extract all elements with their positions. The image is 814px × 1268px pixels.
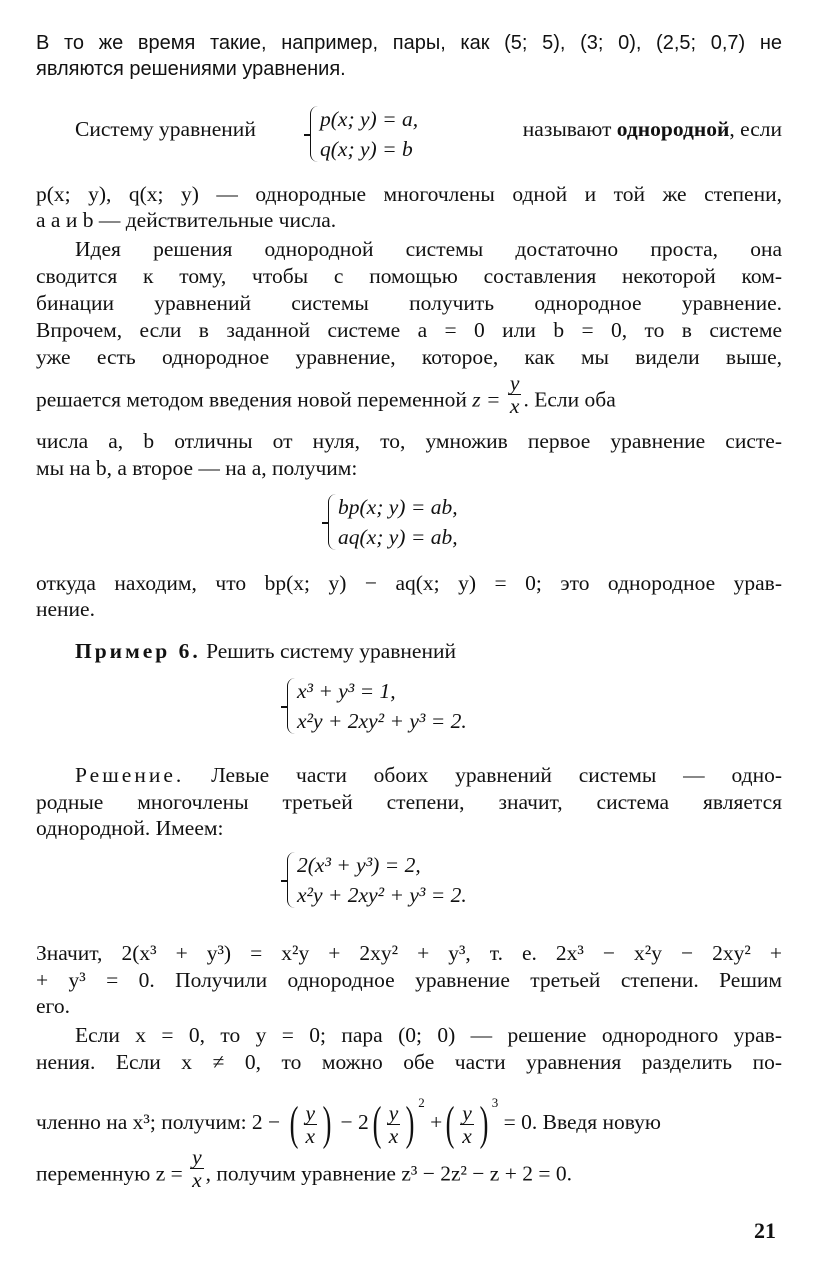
therefore-line-3: его. (36, 994, 70, 1018)
example-heading (75, 638, 782, 664)
idea-line-2: сводится к тому, чтобы с помощью составления некоторой ком- (36, 264, 782, 288)
definition-intro: Систему уравнений (75, 117, 256, 141)
solution-text-1: Левые части обоих уравнений системы — одно- (211, 763, 782, 787)
therefore-line-2: + y³ = 0. Получили однородное уравнение третьей степени. Решим (36, 968, 782, 992)
idea-line-8: мы на b, а второе — на a, получим: (36, 456, 358, 480)
fraction-3 (460, 1102, 474, 1147)
definition-line-4: а a и b — действительные числа. (36, 208, 337, 232)
idea-line-7: числа a, b отличны от нуля, то, умножив первое уравнение систе- (36, 429, 782, 453)
fraction-numerator: y (509, 371, 520, 395)
system-2 (328, 492, 458, 552)
idea-line-6-end: . Если оба (523, 387, 616, 412)
idea-line-6 (36, 371, 782, 418)
solution-line-3: однородной. Имеем: (36, 816, 224, 840)
page-number: 21 (754, 1218, 776, 1243)
ifx-line-4-start: переменную z = (36, 1161, 183, 1186)
system-eq-2: q(x; y) = b (320, 137, 413, 161)
paren-close-1: ) (322, 1097, 332, 1150)
z-equals: z = (472, 387, 501, 412)
top-line-2: являются решениями уравнения. (36, 58, 346, 80)
exponent-2: 2 (418, 1094, 425, 1110)
ifx-line-3 (36, 1094, 782, 1150)
fraction-1-den: x (305, 1123, 316, 1148)
definition-called (462, 116, 782, 142)
ifx-line-1: Если x = 0, то y = 0; пара (0; 0) — решение однородного урав- (75, 1023, 782, 1047)
fraction-3-num: y (462, 1100, 472, 1125)
idea-line-6-text: решается методом введения новой переменной (36, 387, 467, 412)
idea-line-3: бинации уравнений системы получить однородное уравнение. (36, 291, 782, 315)
system-brace (310, 106, 321, 162)
plus-sign: + (430, 1109, 443, 1134)
idea-line-5: уже есть однородное уравнение, которое, как мы видели выше, (36, 345, 782, 369)
system-4-brace (287, 852, 298, 908)
solution-label: Решение. (75, 763, 185, 787)
solution-line-2: родные многочлены третьей степени, значит, система является (36, 790, 782, 814)
fraction-z-num: y (192, 1145, 202, 1169)
fraction-denominator: x (509, 394, 520, 418)
fraction-2-den: x (388, 1123, 399, 1148)
paren-open-2: ( (372, 1097, 382, 1150)
system-3-brace (287, 678, 298, 734)
fraction-2 (387, 1102, 401, 1147)
if-text: , если (729, 117, 782, 141)
idea-line-1: Идея решения однородной системы достаточно проста, она (75, 237, 782, 261)
definition-line-3: p(x; y), q(x; y) — однородные многочлены одной и той же степени, (36, 182, 782, 206)
definition-system (310, 104, 418, 164)
system-4-eq-2: x²y + 2xy² + y³ = 2. (297, 883, 467, 907)
fraction-z-den: x (192, 1168, 202, 1192)
fraction-3-den: x (462, 1123, 472, 1148)
idea-line-4: Впрочем, если в заданной системе a = 0 или b = 0, то в системе (36, 318, 782, 342)
system-eq-1: p(x; y) = a, (320, 107, 419, 131)
system-2-eq-1: bp(x; y) = ab, (338, 495, 458, 519)
paren-close-3: ) (479, 1097, 489, 1150)
called-text: называют (522, 117, 612, 141)
ifx-line-2: нения. Если x ≠ 0, то можно обе части уравнения разделить по- (36, 1050, 782, 1074)
system-2-brace (328, 494, 339, 550)
system-3-eq-1: x³ + y³ = 1, (297, 679, 396, 703)
exponent-3: 3 (491, 1094, 499, 1110)
minus-2: − 2 (340, 1109, 369, 1134)
system-4-eq-1: 2(x³ + y³) = 2, (297, 853, 421, 877)
system-4 (287, 850, 467, 910)
after-system-line-2: нение. (36, 597, 95, 621)
fraction-2-num: y (388, 1100, 399, 1125)
paren-close-2: ) (405, 1097, 415, 1150)
paren-open-1: ( (289, 1097, 298, 1150)
therefore-line-1: Значит, 2(x³ + y³) = x²y + 2xy² + y³, т. е. 2x³ − x²y − 2xy² + (36, 941, 782, 965)
ifx-line-3-start: членно на x³; получим: 2 − (36, 1109, 281, 1134)
fraction-1-num: y (305, 1100, 316, 1125)
ifx-line-4 (36, 1145, 782, 1192)
ifx-line-3-end: = 0. Введя новую (503, 1109, 661, 1134)
system-2-eq-2: aq(x; y) = ab, (338, 525, 458, 549)
system-3-eq-2: x²y + 2xy² + y³ = 2. (297, 709, 467, 733)
after-system-line-1: откуда находим, что bp(x; y) − aq(x; y) = 0; это однородное урав- (36, 571, 782, 595)
ifx-line-4-end: , получим уравнение z³ − 2z² − z + 2 = 0. (205, 1161, 572, 1186)
system-3 (287, 676, 467, 736)
paren-open-3: ( (445, 1097, 455, 1150)
term-homogeneous: однородной (616, 117, 730, 141)
example-text: Решить систему уравнений (206, 639, 456, 663)
fraction-1 (304, 1102, 318, 1147)
top-line-1: В то же время такие, например, пары, как (5; 5), (3; 0), (2,5; 0,7) не (36, 32, 782, 54)
solution-line-1 (75, 762, 782, 788)
example-label: Пример 6. (75, 639, 201, 663)
fraction-z (190, 1146, 204, 1191)
fraction-y-over-x (508, 372, 522, 417)
